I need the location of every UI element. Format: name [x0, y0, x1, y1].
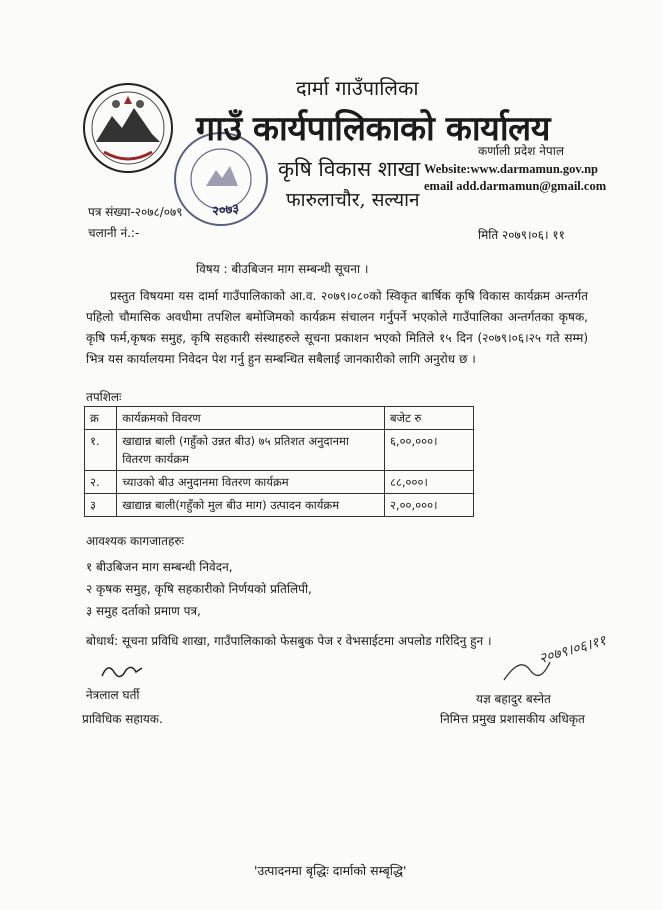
- signature-right: [500, 626, 630, 688]
- office-title: गाउँ कार्यपालिकाको कार्यालय: [196, 109, 550, 149]
- reference-number-stamp: २०७३: [211, 201, 240, 220]
- email-address[interactable]: email add.darmamun@gmail.com: [424, 179, 607, 193]
- row-description: खाद्यान्न बाली(गहुँको मुल बीउ माग) उत्पादन कार्यक्रम: [117, 494, 385, 517]
- table-row: [85, 430, 474, 471]
- details-heading: तपशिलः: [86, 390, 122, 404]
- list-item: ३ समुह दर्ताको प्रमाण पत्र,: [86, 604, 201, 618]
- signature-icon: [100, 660, 144, 682]
- program-table: [84, 406, 474, 517]
- province-name: कर्णाली प्रदेश नेपाल: [478, 144, 564, 158]
- branch-name: कृषि विकास शाखा: [278, 157, 421, 181]
- row-budget: ८८,०००।: [384, 471, 473, 494]
- signatory-left-name: नेत्रलाल घर्ती: [86, 688, 140, 702]
- footer-motto: 'उत्पादनमा बृद्धिः दार्माको सम्बृद्धि': [254, 863, 407, 878]
- table-header-cell: कार्यक्रमको विवरण: [117, 407, 385, 430]
- signature-date: २०७९।०६।११: [537, 632, 608, 668]
- list-item: २ कृषक समुह, कृषि सहकारीको निर्णयको प्रतिलिपी,: [86, 582, 312, 596]
- required-documents-heading: आवश्यक कागजातहरुः: [86, 534, 184, 548]
- table-header-cell: क्र: [85, 407, 117, 430]
- cc-note: बोधार्थ: सूचना प्रविधि शाखा, गाउँपालिकाको फेसबुक पेज र वेभसाईटमा अपलोड गरिदिनु हुन ।: [86, 634, 492, 648]
- signatory-right-title: निमित्त प्रमुख प्रशासकीय अधिकृत: [440, 712, 585, 726]
- row-budget: ६,००,०००।: [384, 430, 473, 471]
- row-serial: २.: [85, 471, 117, 494]
- row-budget: २,००,०००।: [384, 494, 473, 517]
- reference-number-label: पत्र संख्या-२०७८/०७९: [88, 205, 183, 219]
- signatory-left-title: प्राविधिक सहायक.: [82, 712, 163, 726]
- row-description: च्याउको बीउ अनुदानमा वितरण कार्यक्रम: [117, 471, 385, 494]
- row-serial: ३: [85, 494, 117, 517]
- table-header-cell: बजेट रु: [384, 407, 473, 430]
- table-row: [85, 494, 474, 517]
- office-location: फारुलाचौर, सल्यान: [286, 189, 420, 211]
- letter-subject: विषय : बीउबिजन माग सम्बन्धी सूचना ।: [196, 262, 369, 276]
- letter-body: प्रस्तुत विषयमा यस दार्मा गाउँपालिकाको आ.व. २०७९।०८०को स्विकृत बार्षिक कृषि विकास कार्यक्रम अन्तर्गत पहिलो चौमासिक अवधीमा तपशिल बमोजिमको कार्यक्रम संचालन गर्नुपर्ने भएकोले गाउँपालिका अन्तर्गतका कृषक, कृषि फर्म,कृषक समुह, कृषि सहकारी संस्थाहरुले सूचना प्रकाशन भएको मितिले १५ दिन (२०७९।०६।२५ गते सम्म) भित्र यस कार्यालयमा निवेदन पेश गर्नु हुन सम्बन्धित सबैलाई जानकारीको लागि अनुरोध छ ।: [86, 289, 588, 366]
- government-emblem-icon: [82, 82, 174, 174]
- municipality-name: दार्मा गाउँपालिका: [296, 76, 419, 100]
- table-row: [85, 471, 474, 494]
- row-serial: १.: [85, 430, 117, 471]
- list-item: १ बीउबिजन माग सम्बन्धी निवेदन,: [86, 560, 233, 574]
- table-header-row: [85, 407, 474, 430]
- row-description: खाद्यान्न बाली (गहुँको उन्नत बीउ) ७५ प्रतिशत अनुदानमा वितरण कार्यक्रम: [117, 430, 385, 471]
- dispatch-number-label: चलानी नं.:-: [88, 226, 140, 240]
- signatory-right-name: यज्ञ बहादुर बस्नेत: [476, 692, 551, 706]
- letter-date: मिति २०७९।०६। ११: [478, 228, 565, 242]
- website-link[interactable]: Website:www.darmamun.gov.np: [424, 162, 598, 176]
